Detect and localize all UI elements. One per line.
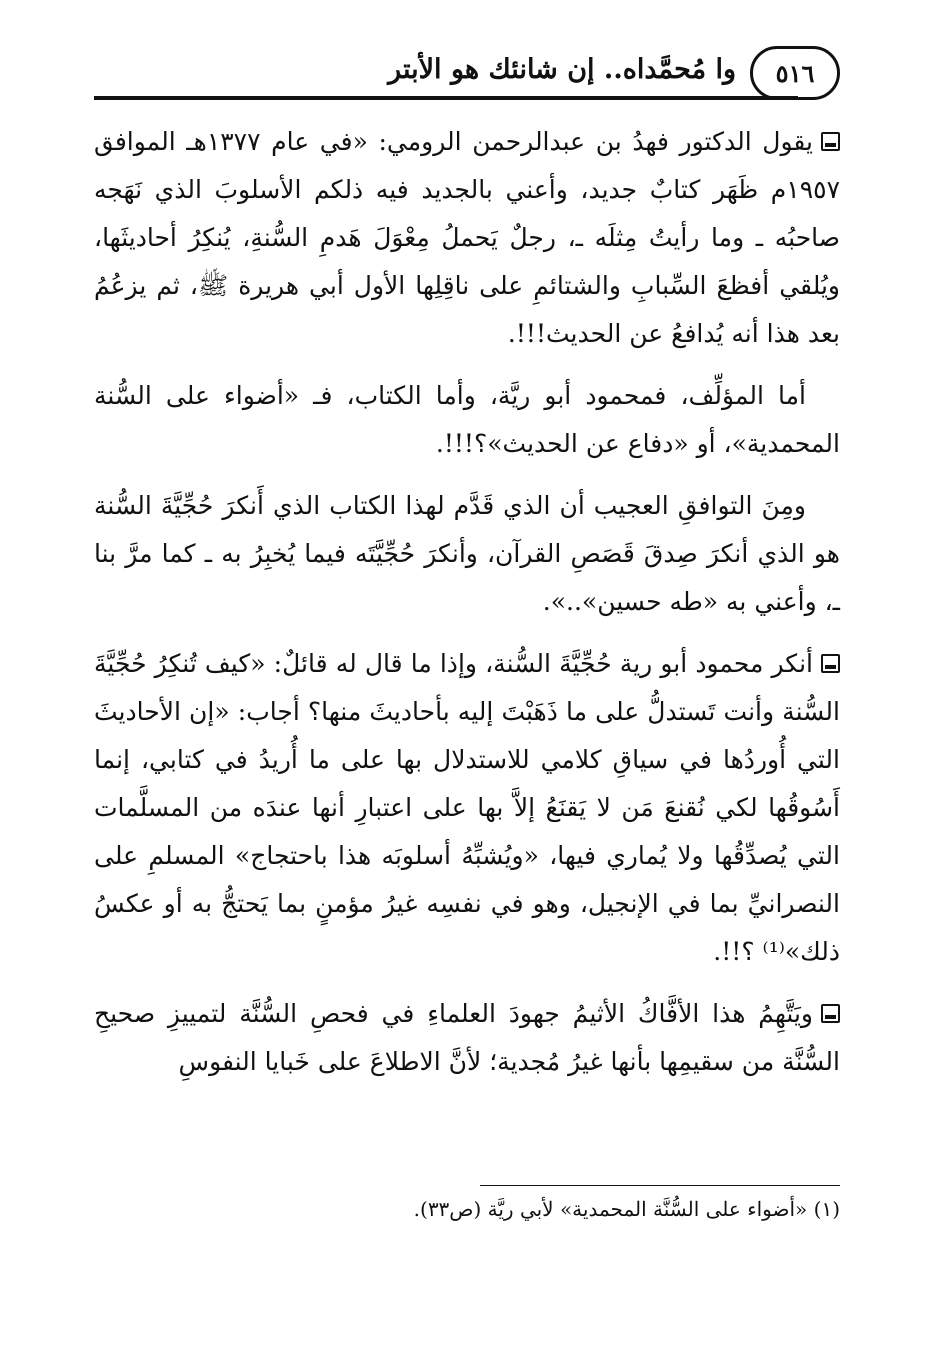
paragraph-text: ومِنَ التوافقِ العجيب أن الذي قَدَّم لهذا الكتاب الذي أَنكرَ حُجِّيَّةَ السُّنة هو الذي أنكرَ صِدقَ قَصَصِ القرآن، وأنكرَ حُجِّيَّتَه فيما يُخبِرُ به ـ كما مرَّ بنا ـ، وأعني به «طه حسين»..». (94, 491, 840, 616)
footnote-separator (480, 1185, 840, 1186)
header-rule (94, 96, 798, 100)
section-marker-icon (821, 1004, 840, 1023)
paragraph-5 (94, 990, 840, 1086)
page-number-badge (750, 46, 840, 100)
section-marker-icon (821, 654, 840, 673)
paragraph-text: أنكر محمود أبو رية حُجِّيَّةَ السُّنة، وإذا ما قال له قائلٌ: «كيف تُنكِرُ حُجِّيَّةَ السُّنة وأنت تَستدلُّ على ما ذَهَبْتَ إليه بأحاديثَ منها؟ أجاب: «إن الأحاديثَ التي أُوردُها في سياقِ كلامي للاستدلال بها على ما أُريدُ في كتابي، إنما أَسُوقُها لكي نُقنعَ مَن لا يَقنَعُ إلاَّ بها على اعتبارِ أنها عندَه من المسلَّمات التي يُصدِّقُها ولا يُماري فيها، «ويُشبِّهُ أسلوبَه هذا باحتجاج» المسلمِ على النصرانيِّ بما في الإنجيل، وهو في نفسِه غيرُ مؤمنٍ بما يَحتجُّ به أو عكسُ ذلك»⁽¹⁾ ؟!!. (94, 649, 840, 966)
paragraph-3 (94, 482, 840, 626)
paragraph-2 (94, 372, 840, 468)
main-text (94, 118, 840, 1100)
page-number: ٥١٦ (775, 58, 815, 88)
running-title: وا مُحمَّداه.. إن شانئك هو الأبتر (388, 54, 736, 85)
paragraph-1 (94, 118, 840, 358)
paragraph-text: أما المؤلِّف، فمحمود أبو ريَّة، وأما الكتاب، فـ «أضواء على السُّنة المحمدية»، أو «دفاع عن الحديث»؟!!!. (94, 381, 840, 458)
paragraph-text: ويَتَّهِمُ هذا الأفَّاكُ الأثيمُ جهودَ العلماءِ في فحصِ السُّنَّة لتمييزِ صحيحِ السُّنَّة من سقيمِها بأنها غيرُ مُجدية؛ لأنَّ الاطلاعَ على خَبايا النفوسِ (94, 999, 840, 1076)
paragraph-text: يقول الدكتور فهدُ بن عبدالرحمن الرومي: «في عام ١٣٧٧هـ الموافق ١٩٥٧م ظَهَر كتابٌ جديد، وأعني بالجديد فيه ذلكم الأسلوبَ الذي نَهَجه صاحبُه ـ وما رأيتُ مِثلَه ـ، رجلٌ يَحملُ مِعْوَلَ هَدمِ السُّنةِ، يُنكِرُ أحاديثَها، ويُلقي أفظعَ السِّبابِ والشتائمِ على ناقِلِها الأول أبي هريرة ﷺ، ثم يزعُمُ بعد هذا أنه يُدافعُ عن الحديث!!!. (94, 127, 840, 348)
page-header (94, 40, 840, 106)
paragraph-4 (94, 640, 840, 976)
footnote: (١) «أضواء على السُّنَّة المحمدية» لأبي ريَّة (ص٣٣). (413, 1197, 840, 1221)
section-marker-icon (821, 132, 840, 151)
